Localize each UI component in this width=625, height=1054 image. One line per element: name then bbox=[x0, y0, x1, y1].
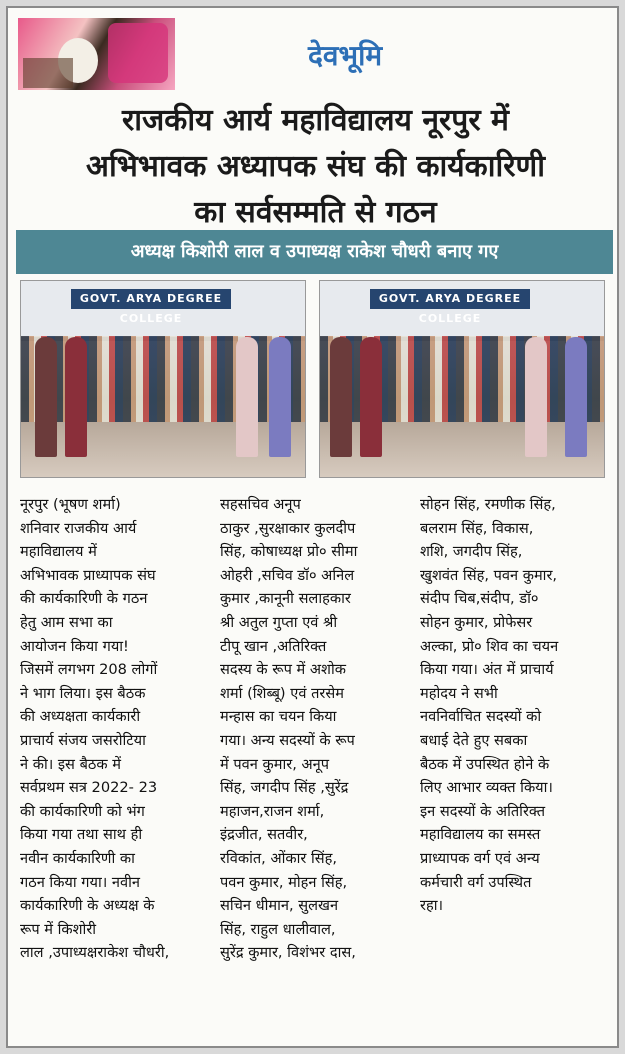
ground bbox=[21, 422, 305, 477]
article-line: ओहरी ,सचिव डॉ० अनिल bbox=[220, 566, 355, 584]
article-line: लिए आभार व्यक्त किया। bbox=[420, 779, 553, 797]
article-line: ने भाग लिया। इस बैठक bbox=[20, 684, 146, 702]
article-line: रहा। bbox=[420, 897, 444, 915]
article-line: मन्हास का चयन किया bbox=[220, 708, 337, 726]
article-line: प्राध्यापक वर्ग एवं अन्य bbox=[420, 849, 540, 867]
article-line: बलराम सिंह, विकास, bbox=[420, 519, 534, 537]
article-line: गया। अन्य सदस्यों के रूप bbox=[220, 731, 355, 749]
article-column-2 bbox=[220, 493, 410, 965]
article-line: की कार्यकारिणी के गठन bbox=[20, 590, 148, 608]
article-line: सिंह, कोषाध्यक्ष प्रो० सीमा bbox=[220, 543, 358, 561]
article-column-1 bbox=[20, 493, 210, 965]
headline-line: अभिभावक अध्यापक संघ की कार्यकारिणी bbox=[86, 149, 545, 184]
article-line: इंद्रजीत, सतवीर, bbox=[220, 826, 308, 844]
article-line: ठाकुर ,सुरक्षाकार कुलदीप bbox=[220, 519, 356, 537]
person-figure bbox=[565, 337, 587, 457]
article-line: कुमार ,कानूनी सलाहकार bbox=[220, 590, 351, 608]
article-line: सिंह, जगदीप सिंह ,सुरेंद्र bbox=[220, 779, 349, 797]
article-line: खुशवंत सिंह, पवन कुमार, bbox=[420, 566, 558, 584]
article-line: पवन कुमार, मोहन सिंह, bbox=[220, 873, 348, 891]
article-line: गठन किया गया। नवीन bbox=[20, 873, 141, 891]
college-sign: GOVT. ARYA DEGREE COLLEGE bbox=[71, 289, 231, 309]
person-figure bbox=[360, 337, 382, 457]
article-line: बैठक में उपस्थित होने के bbox=[420, 755, 550, 773]
article-line: शर्मा (शिब्बू) एवं तरसेम bbox=[220, 684, 344, 702]
article-line: में पवन कुमार, अनूप bbox=[220, 755, 330, 773]
thumbnail-shape bbox=[108, 23, 168, 83]
article-line: सर्वप्रथम सत्र 2022- 23 bbox=[20, 779, 158, 797]
article-line: किया गया। अंत में प्राचार्य bbox=[420, 661, 554, 679]
article-line: किया गया तथा साथ ही bbox=[20, 826, 143, 844]
article-line: जिसमें लगभग 208 लोगों bbox=[20, 661, 158, 679]
article-line: सचिन धीमान, सुलखन bbox=[220, 897, 339, 915]
article-line: सिंह, राहुल धालीवाल, bbox=[220, 920, 336, 938]
article-line: कार्यकारिणी के अध्यक्ष के bbox=[20, 897, 155, 915]
newspaper-name: देवभूमि bbox=[308, 39, 383, 72]
article-line: टीपू खान ,अतिरिक्त bbox=[220, 637, 327, 655]
article-line: महोदय ने सभी bbox=[420, 684, 498, 702]
article-line: शनिवार राजकीय आर्य bbox=[20, 519, 137, 537]
group-photo-left bbox=[20, 280, 306, 478]
person-figure bbox=[525, 337, 547, 457]
article-line: की कार्यकारिणी को भंग bbox=[20, 802, 145, 820]
headline bbox=[28, 98, 603, 236]
person-figure bbox=[330, 337, 352, 457]
article-line: की अध्यक्षता कार्यकारी bbox=[20, 708, 141, 726]
article-line: हेतु आम सभा का bbox=[20, 613, 113, 631]
header-thumbnail-image bbox=[18, 18, 175, 90]
crowd bbox=[21, 336, 305, 426]
article-line: नूरपुर (भूषण शर्मा) bbox=[20, 496, 121, 513]
article-line: शशि, जगदीप सिंह, bbox=[420, 543, 523, 561]
article-line: सोहन कुमार, प्रोफेसर bbox=[420, 613, 533, 631]
article-line: बधाई देते हुए सबका bbox=[420, 731, 528, 749]
article-line: रूप में किशोरी bbox=[20, 920, 97, 938]
person-figure bbox=[269, 337, 291, 457]
newspaper-clipping bbox=[6, 6, 619, 1048]
article-line: सुरेंद्र कुमार, विशंभर दास, bbox=[220, 944, 356, 962]
article-line: महाविद्यालय में bbox=[20, 543, 97, 561]
article-line: ने की। इस बैठक में bbox=[20, 755, 121, 773]
headline-line: का सर्वसम्मति से गठन bbox=[194, 195, 437, 230]
person-figure bbox=[35, 337, 57, 457]
article-line: अल्का, प्रो० शिव का चयन bbox=[420, 637, 559, 655]
person-figure bbox=[236, 337, 258, 457]
subheadline-banner: अध्यक्ष किशोरी लाल व उपाध्यक्ष राकेश चौधरी बनाए गए bbox=[16, 230, 613, 274]
article-line: श्री अतुल गुप्ता एवं श्री bbox=[220, 613, 338, 631]
article-line: सहसचिव अनूप bbox=[220, 496, 301, 513]
article-line: सोहन सिंह, रमणीक सिंह, bbox=[420, 496, 556, 513]
headline-line: राजकीय आर्य महाविद्यालय नूरपुर में bbox=[121, 103, 510, 138]
article-line: सदस्य के रूप में अशोक bbox=[220, 661, 346, 679]
article-line: संदीप चिब,संदीप, डॉ० bbox=[420, 590, 539, 608]
article-line: लाल ,उपाध्यक्षराकेश चौधरी, bbox=[20, 944, 170, 962]
article-column-3 bbox=[420, 493, 610, 918]
article-line: महाविद्यालय का समस्त bbox=[420, 826, 541, 844]
article-line: प्राचार्य संजय जसरोटिया bbox=[20, 731, 146, 749]
article-line: नवीन कार्यकारिणी का bbox=[20, 849, 135, 867]
article-line: नवनिर्वाचित सदस्यों को bbox=[420, 708, 542, 726]
article-line: रविकांत, ओंकार सिंह, bbox=[220, 849, 337, 867]
article-line: आयोजन किया गया! bbox=[20, 637, 129, 655]
article-line: इन सदस्यों के अतिरिक्त bbox=[420, 802, 546, 820]
article-line: अभिभावक प्राध्यापक संघ bbox=[20, 566, 156, 584]
article-line: महाजन,राजन शर्मा, bbox=[220, 802, 325, 820]
college-sign: GOVT. ARYA DEGREE COLLEGE bbox=[370, 289, 530, 309]
thumbnail-shape bbox=[23, 58, 73, 88]
group-photo-right bbox=[319, 280, 605, 478]
article-line: कर्मचारी वर्ग उपस्थित bbox=[420, 873, 532, 891]
person-figure bbox=[65, 337, 87, 457]
